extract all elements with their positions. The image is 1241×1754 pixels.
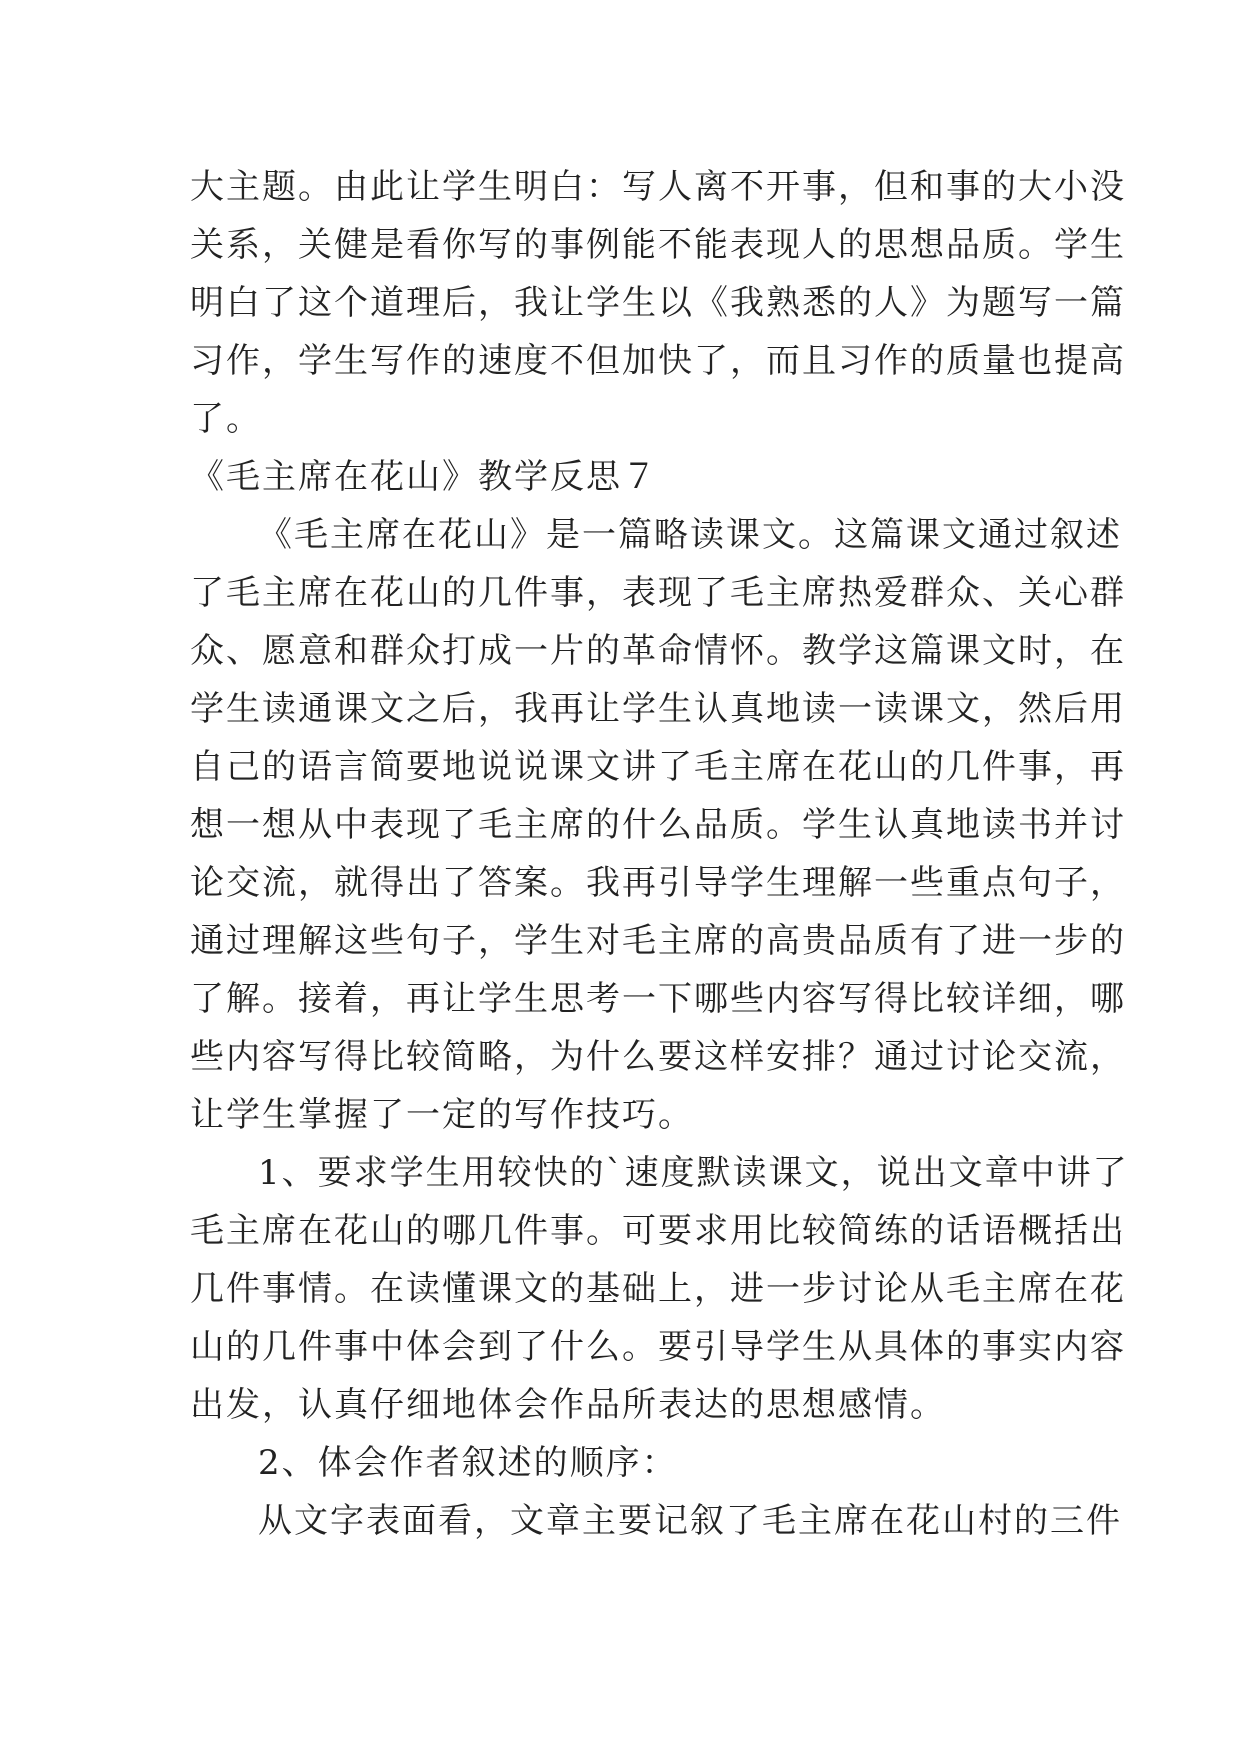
text-line: 通过理解这些句子，学生对毛主席的高贵品质有了进一步的 bbox=[190, 921, 1126, 961]
paragraph-point-2-body bbox=[190, 1492, 1122, 1550]
paragraph-continued bbox=[190, 158, 1126, 448]
section-heading: 《毛主席在花山》教学反思７ bbox=[190, 457, 658, 497]
text-line: 众、愿意和群众打成一片的革命情怀。教学这篇课文时，在 bbox=[190, 631, 1126, 671]
text-line: 2、体会作者叙述的顺序： bbox=[258, 1443, 678, 1483]
text-line: 几件事情。在读懂课文的基础上，进一步讨论从毛主席在花 bbox=[190, 1269, 1126, 1309]
text-line: 了毛主席在花山的几件事，表现了毛主席热爱群众、关心群 bbox=[190, 573, 1126, 613]
text-line: 1、要求学生用较快的`速度默读课文，说出文章中讲了 bbox=[258, 1153, 1129, 1193]
document-body bbox=[190, 158, 1129, 1550]
text-line: 毛主席在花山的哪几件事。可要求用比较简练的话语概括出 bbox=[190, 1211, 1126, 1251]
text-line: 些内容写得比较简略，为什么要这样安排？通过讨论交流， bbox=[190, 1037, 1126, 1077]
text-line: 论交流，就得出了答案。我再引导学生理解一些重点句子， bbox=[190, 863, 1126, 903]
text-line: 山的几件事中体会到了什么。要引导学生从具体的事实内容 bbox=[190, 1327, 1126, 1367]
text-line: 明白了这个道理后，我让学生以《我熟悉的人》为题写一篇 bbox=[190, 283, 1126, 323]
text-line: 学生读通课文之后，我再让学生认真地读一读课文，然后用 bbox=[190, 689, 1126, 729]
text-line: 关系，关健是看你写的事例能不能表现人的思想品质。学生 bbox=[190, 225, 1126, 265]
text-line: 大主题。由此让学生明白：写人离不开事，但和事的大小没 bbox=[190, 167, 1126, 207]
paragraph-point-2 bbox=[190, 1434, 1060, 1492]
paragraph-point-1 bbox=[190, 1144, 1129, 1434]
text-line: 想一想从中表现了毛主席的什么品质。学生认真地读书并讨 bbox=[190, 805, 1126, 845]
text-line: 《毛主席在花山》是一篇略读课文。这篇课文通过叙述 bbox=[258, 515, 1122, 555]
text-line: 了解。接着，再让学生思考一下哪些内容写得比较详细，哪 bbox=[190, 979, 1126, 1019]
text-line: 了。 bbox=[190, 399, 262, 439]
text-line: 自己的语言简要地说说课文讲了毛主席在花山的几件事，再 bbox=[190, 747, 1126, 787]
text-line: 从文字表面看，文章主要记叙了毛主席在花山村的三件 bbox=[258, 1501, 1122, 1541]
text-line: 习作，学生写作的速度不但加快了，而且习作的质量也提高 bbox=[190, 341, 1126, 381]
paragraph-intro bbox=[190, 506, 1126, 1144]
text-line: 让学生掌握了一定的写作技巧。 bbox=[190, 1095, 694, 1135]
text-line: 出发，认真仔细地体会作品所表达的思想感情。 bbox=[190, 1385, 946, 1425]
